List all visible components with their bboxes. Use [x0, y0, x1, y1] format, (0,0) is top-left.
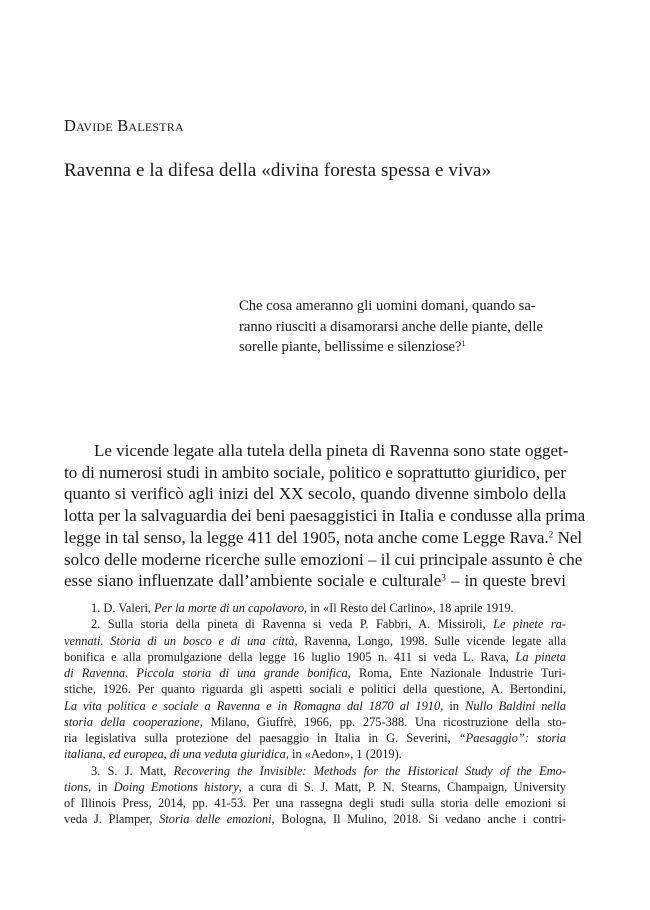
footnote-italic: vennati. Storia di un bosco e di una città — [64, 633, 295, 648]
body-text: esse siano influenzate dall’ambiente sociale e culturale — [64, 571, 442, 591]
footnote-text: bonifica e alla promulgazione della legge 16 luglio 1905 n. 411 si veda L. Rava, — [64, 649, 516, 664]
footnote-3-line — [64, 811, 566, 827]
footnote-3-line: of Illinois Press, 2014, pp. 41-53. Per una rassegna degli studi sulla storia delle emozioni si — [64, 796, 566, 810]
footnote-2-line — [64, 730, 566, 746]
footnote-text: , in «Il Resto del Carlino», 18 aprile 1919. — [304, 601, 514, 615]
footnote-italic: storia della cooperazione — [64, 714, 200, 729]
footnote-ref[interactable]: 1 — [461, 339, 466, 349]
footnote-2-line — [64, 698, 566, 714]
footnote-italic: Le pinete ra- — [493, 617, 566, 632]
footnote-3-line — [64, 779, 566, 795]
footnote-text: , in «Aedon», 1 (2019). — [285, 747, 402, 762]
epigraph-line: Che cosa ameranno gli uomini domani, quando sa- — [239, 298, 536, 314]
footnote-ref[interactable]: 2 — [548, 530, 554, 541]
footnote-1 — [64, 600, 566, 616]
footnote-italic: Recovering the Invisible: Methods for the Historical Study of the Emo- — [173, 763, 566, 778]
footnote-text: , Ravenna, Longo, 1998. Sulle vicende legate alla — [294, 633, 566, 648]
footnote-italic: “Paesaggio”: storia — [458, 731, 566, 745]
footnote-2-line — [64, 746, 566, 762]
footnote-italic: Nullo Baldini nella — [465, 698, 566, 713]
body-text: Nel — [553, 527, 583, 547]
article-title: Ravenna e la difesa della «divina foresta spessa e viva» — [64, 160, 492, 181]
body-text: – in queste brevi — [445, 571, 566, 591]
footnote-2-line — [64, 665, 566, 681]
footnote-2-line — [64, 714, 566, 730]
footnote-3-line — [64, 763, 566, 779]
body-line: quanto si verificò agli inizi del XX secolo, quando divenne simbolo della — [64, 484, 566, 504]
footnote-text: , in — [88, 779, 114, 794]
footnote-2-line — [64, 633, 566, 649]
author-name: Davide Balestra — [64, 116, 184, 135]
body-paragraph — [64, 440, 586, 592]
footnote-text: 1. D. Valeri, — [91, 601, 155, 615]
footnote-text: , in — [440, 698, 466, 713]
footnotes — [64, 600, 566, 828]
footnote-2-line — [64, 616, 566, 632]
footnote-italic: Storia delle emozioni — [159, 812, 272, 827]
footnote-italic: La pineta — [515, 649, 567, 664]
epigraph-line — [239, 337, 566, 358]
footnote-text: , Roma, Ente Nazionale Industrie Turi- — [347, 666, 566, 680]
footnote-text: ria legislativa sulla protezione del paesaggio in Italia in G. Severini, — [64, 731, 459, 745]
body-line: Le vicende legate alla tutela della pineta di Ravenna sono state ogget- — [94, 441, 569, 460]
footnote-text: , Bologna, Il Mulino, 2018. Si vedano anche i contri- — [271, 812, 567, 827]
footnote-text: 3. S. J. Matt, — [91, 763, 174, 778]
footnote-italic: Doing Emotions history — [113, 779, 239, 794]
body-text: legge in tal senso, la legge 411 del 1905, nota anche come Legge Rava. — [64, 527, 549, 547]
footnote-text: veda J. Plamper, — [64, 812, 160, 827]
body-line: to di numerosi studi in ambito sociale, politico e soprattutto giuridico, per — [64, 462, 566, 482]
footnote-text: , a cura di S. J. Matt, P. N. Stearns, Champaign, University — [238, 779, 566, 794]
epigraph — [239, 296, 566, 358]
footnote-italic: italiana, ed europea, di una veduta giuridica — [64, 747, 286, 762]
footnote-text: 2. Sulla storia della pineta di Ravenna si veda P. Fabbri, A. Missiroli, — [91, 617, 494, 632]
body-line — [64, 527, 583, 549]
body-line — [64, 570, 566, 592]
body-line: lotta per la salvaguardia dei beni paesaggistici in Italia e condusse alla prima — [64, 506, 586, 526]
epigraph-line-text: sorelle piante, bellissime e silenziose? — [239, 339, 462, 355]
footnote-italic: tions — [64, 779, 89, 794]
body-line: solco delle moderne ricerche sulle emozioni – il cui principale assunto è che — [64, 549, 583, 569]
footnote-2-line: stiche, 1926. Per quanto riguarda gli aspetti sociali e politici della questione, A. Bertondini, — [64, 682, 566, 697]
footnote-2-line — [64, 649, 566, 665]
footnote-text: , Milano, Giuffrè, 1966, pp. 275-388. Una ricostruzione della sto- — [199, 714, 566, 729]
footnote-italic: Per la morte di un capolavoro — [154, 601, 305, 615]
footnote-italic: La vita politica e sociale a Ravenna e in Romagna dal 1870 al 1910 — [64, 698, 441, 713]
footnote-ref[interactable]: 3 — [441, 573, 446, 584]
footnote-italic: di Ravenna. Piccola storia di una grande bonifica — [64, 666, 348, 680]
epigraph-line: ranno riusciti a disamorarsi anche delle piante, delle — [239, 318, 543, 335]
